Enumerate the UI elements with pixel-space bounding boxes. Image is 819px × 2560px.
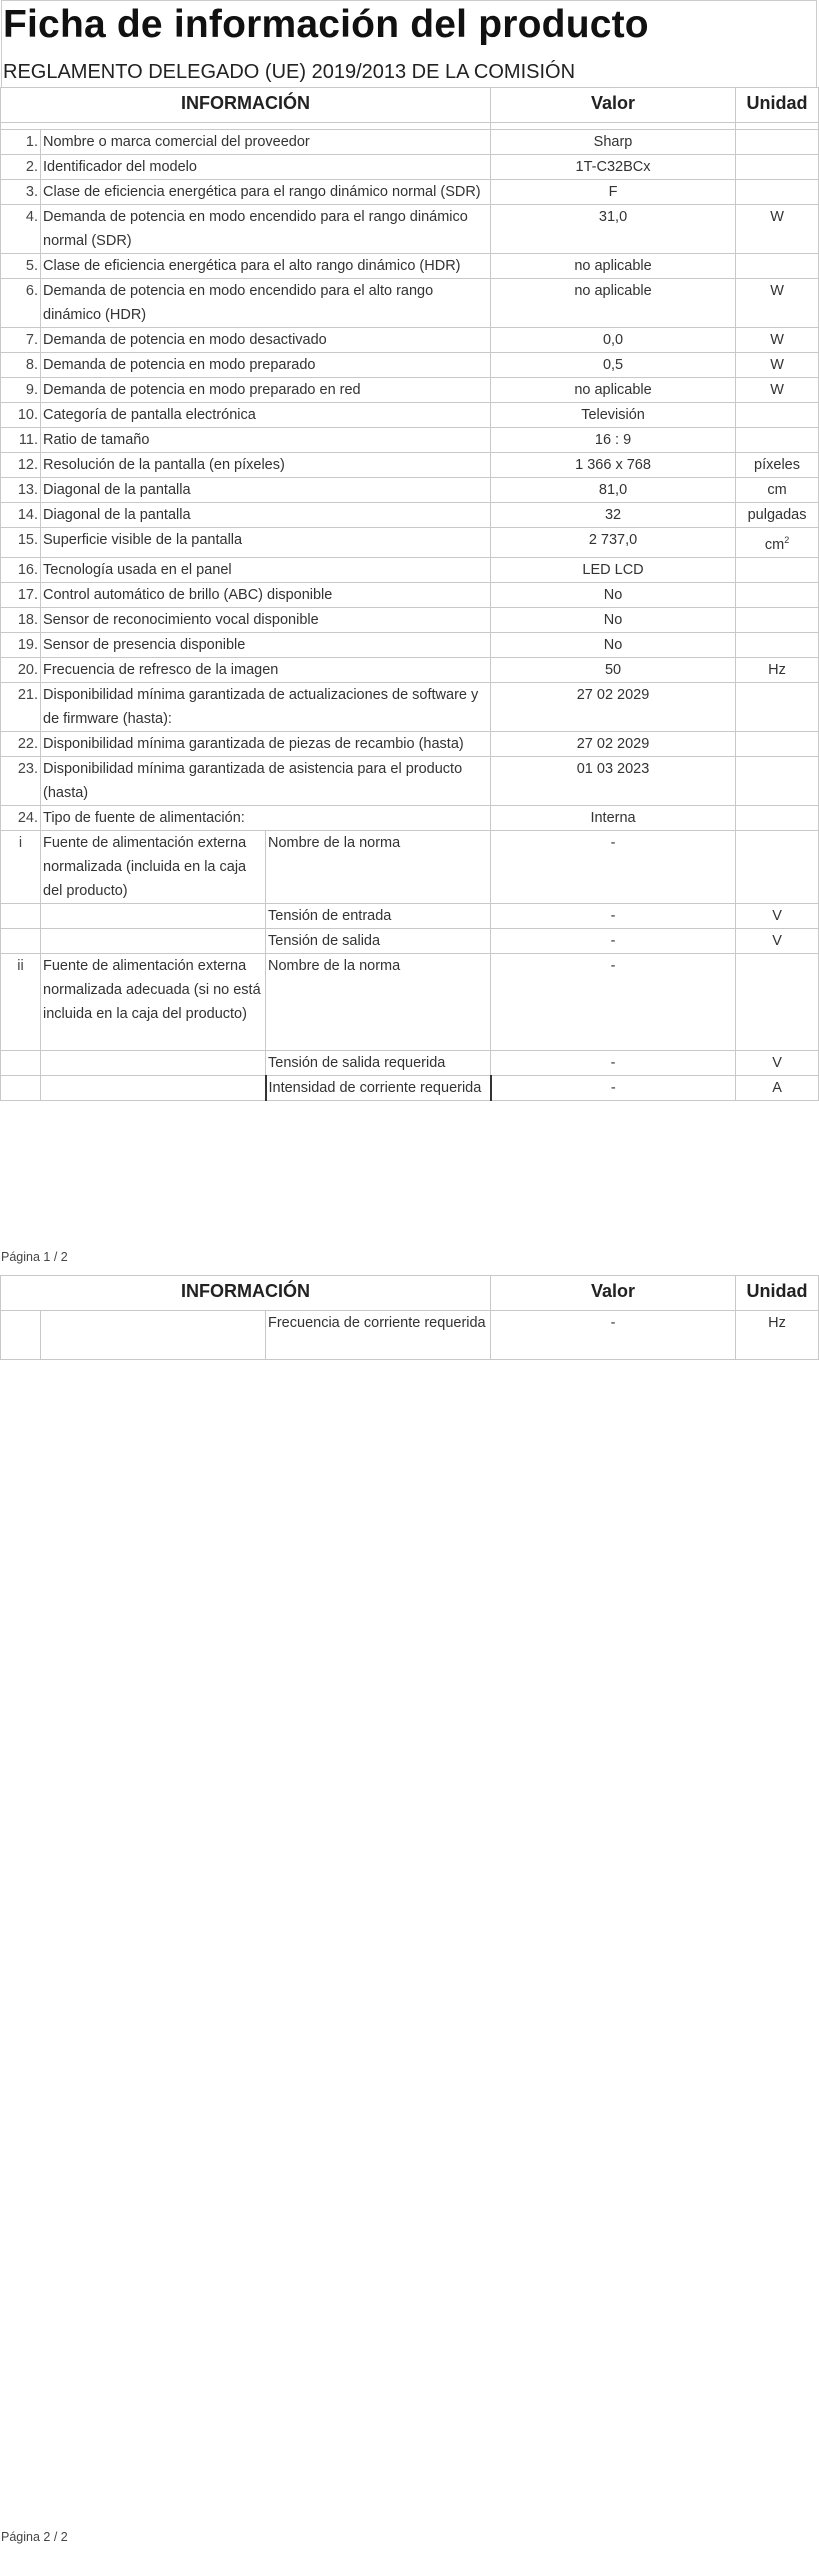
- row-number: 19.: [1, 632, 41, 657]
- row-number: 7.: [1, 328, 41, 353]
- row-unit: [736, 328, 819, 353]
- row-number: 22.: [1, 731, 41, 756]
- supply-unit: V: [736, 903, 819, 928]
- supply-value: -: [491, 830, 736, 903]
- supply-sub-label: Tensión de salida: [266, 928, 491, 953]
- row-label: Superficie visible de la pantalla: [41, 528, 491, 558]
- unit-text: W: [770, 332, 784, 348]
- row-value: No: [491, 632, 736, 657]
- row-value: 0,5: [491, 353, 736, 378]
- table-row: [1, 254, 819, 279]
- supply-value: -: [491, 1075, 736, 1100]
- row-value: No: [491, 582, 736, 607]
- row-label: Sensor de presencia disponible: [41, 632, 491, 657]
- unit-text: W: [770, 283, 784, 299]
- row-value: Interna: [491, 805, 736, 830]
- row-unit: [736, 528, 819, 558]
- row-unit: [736, 756, 819, 805]
- row-unit: [736, 205, 819, 254]
- unit-text: W: [770, 357, 784, 373]
- row-unit: [736, 632, 819, 657]
- row-label: Demanda de potencia en modo desactivado: [41, 328, 491, 353]
- row-value: 16 : 9: [491, 428, 736, 453]
- table-row: [1, 279, 819, 328]
- row-label: Frecuencia de corriente requerida: [266, 1311, 491, 1360]
- table-row: [1, 503, 819, 528]
- row-label: Tipo de fuente de alimentación:: [41, 805, 491, 830]
- header-unit: Unidad: [736, 88, 819, 123]
- row-unit: [736, 130, 819, 155]
- row-value: 27 02 2029: [491, 682, 736, 731]
- row-number: 20.: [1, 657, 41, 682]
- row-number: 23.: [1, 756, 41, 805]
- page-footer-2: Página 2 / 2: [1, 2530, 68, 2544]
- table-body: [1, 130, 819, 1101]
- row-number: 12.: [1, 453, 41, 478]
- row-label: Disponibilidad mínima garantizada de piezas de recambio (hasta): [41, 731, 491, 756]
- row-value: 31,0: [491, 205, 736, 254]
- table-row: [1, 353, 819, 378]
- supply-label: Fuente de alimentación externa normalizada (incluida en la caja del producto): [41, 830, 266, 903]
- supply-row: [1, 903, 819, 928]
- unit-text: Hz: [768, 661, 786, 678]
- row-label: Demanda de potencia en modo encendido para el rango dinámico normal (SDR): [41, 205, 491, 254]
- row-number: 17.: [1, 582, 41, 607]
- row-label: Diagonal de la pantalla: [41, 478, 491, 503]
- row-unit: [736, 731, 819, 756]
- table-header-row: [1, 88, 819, 123]
- row-unit: [736, 582, 819, 607]
- supply-row: [1, 928, 819, 953]
- row-unit: Hz: [736, 1311, 819, 1360]
- table-row: [1, 428, 819, 453]
- row-unit: [736, 478, 819, 503]
- row-value: 1T-C32BCx: [491, 155, 736, 180]
- row-number: 11.: [1, 428, 41, 453]
- row-number: 15.: [1, 528, 41, 558]
- row-number: 5.: [1, 254, 41, 279]
- row-number: 9.: [1, 378, 41, 403]
- unit-text: W: [770, 209, 784, 225]
- table-row: [1, 682, 819, 731]
- row-value: 01 03 2023: [491, 756, 736, 805]
- supply-unit: V: [736, 928, 819, 953]
- supply-row: [1, 830, 819, 903]
- unit-text: píxeles: [754, 457, 800, 473]
- row-unit: [736, 378, 819, 403]
- supply-unit: V: [736, 1050, 819, 1075]
- supply-sub-label: Tensión de entrada: [266, 903, 491, 928]
- supply-row: [1, 1050, 819, 1075]
- table-row: [1, 805, 819, 830]
- supply-sub-label: Intensidad de corriente requerida: [266, 1075, 491, 1100]
- row-unit: [736, 353, 819, 378]
- row-label: Clase de eficiencia energética para el rango dinámico normal (SDR): [41, 180, 491, 205]
- row-value: 27 02 2029: [491, 731, 736, 756]
- table-row: [1, 453, 819, 478]
- row-unit: [736, 180, 819, 205]
- row-unit: [736, 503, 819, 528]
- supply-number: i: [1, 830, 41, 903]
- supply-value: -: [491, 953, 736, 1050]
- row-number: 2.: [1, 155, 41, 180]
- row-label: Resolución de la pantalla (en píxeles): [41, 453, 491, 478]
- row-unit: [736, 279, 819, 328]
- supply-label: Fuente de alimentación externa normalizada adecuada (si no está incluida en la caja del producto): [41, 953, 266, 1050]
- table-row: [1, 130, 819, 155]
- table-row: [1, 478, 819, 503]
- table-row: [1, 528, 819, 558]
- row-label: Disponibilidad mínima garantizada de actualizaciones de software y de firmware (hasta):: [41, 682, 491, 731]
- row-number: 8.: [1, 353, 41, 378]
- table-row: [1, 731, 819, 756]
- header-info: INFORMACIÓN: [1, 88, 491, 123]
- row-number: 1.: [1, 130, 41, 155]
- row-unit: [736, 453, 819, 478]
- row-label: Demanda de potencia en modo preparado en red: [41, 378, 491, 403]
- row-value: no aplicable: [491, 279, 736, 328]
- table-row: [1, 557, 819, 582]
- row-label: Sensor de reconocimiento vocal disponible: [41, 607, 491, 632]
- row-unit: [736, 607, 819, 632]
- row-unit: [736, 155, 819, 180]
- row-number: 24.: [1, 805, 41, 830]
- row-value: no aplicable: [491, 378, 736, 403]
- table-row: [1, 205, 819, 254]
- table-row: [1, 180, 819, 205]
- row-label: Nombre o marca comercial del proveedor: [41, 130, 491, 155]
- row-label: Control automático de brillo (ABC) disponible: [41, 582, 491, 607]
- info-table-page-2: [0, 1275, 819, 1360]
- title-block: [1, 0, 817, 88]
- supply-row: [1, 1075, 819, 1100]
- unit-text: W: [770, 382, 784, 398]
- row-unit: [736, 657, 819, 682]
- row-number: 21.: [1, 682, 41, 731]
- row-value: 32: [491, 503, 736, 528]
- table-header-row: [1, 1276, 819, 1311]
- row-label: Identificador del modelo: [41, 155, 491, 180]
- supply-number: ii: [1, 953, 41, 1050]
- supply-sub-label: Nombre de la norma: [266, 953, 491, 1050]
- row-label: Frecuencia de refresco de la imagen: [41, 657, 491, 682]
- row-unit: [736, 403, 819, 428]
- row-label: Clase de eficiencia energética para el alto rango dinámico (HDR): [41, 254, 491, 279]
- row-value: 2 737,0: [491, 528, 736, 558]
- row-label: Categoría de pantalla electrónica: [41, 403, 491, 428]
- table-row: [1, 1311, 819, 1360]
- header-unit: Unidad: [736, 1276, 819, 1311]
- row-unit: [736, 428, 819, 453]
- table-row: [1, 657, 819, 682]
- info-table-page-1: [0, 87, 819, 1101]
- header-info: INFORMACIÓN: [1, 1276, 491, 1311]
- row-value: LED LCD: [491, 557, 736, 582]
- supply-value: -: [491, 1050, 736, 1075]
- row-unit: [736, 805, 819, 830]
- supply-unit: [736, 953, 819, 1050]
- row-value: 81,0: [491, 478, 736, 503]
- row-value: 1 366 x 768: [491, 453, 736, 478]
- row-value: F: [491, 180, 736, 205]
- row-value: no aplicable: [491, 254, 736, 279]
- row-value: -: [491, 1311, 736, 1360]
- unit-superscript: 2: [784, 535, 790, 545]
- supply-sub-label: Nombre de la norma: [266, 830, 491, 903]
- row-unit: [736, 254, 819, 279]
- header-value: Valor: [491, 1276, 736, 1311]
- row-value: 0,0: [491, 328, 736, 353]
- row-value: Televisión: [491, 403, 736, 428]
- row-label: Tecnología usada en el panel: [41, 557, 491, 582]
- table-row: [1, 328, 819, 353]
- table-row: [1, 403, 819, 428]
- supply-unit: A: [736, 1075, 819, 1100]
- page-title: Ficha de información del producto: [3, 3, 649, 46]
- row-number: 10.: [1, 403, 41, 428]
- row-number: 18.: [1, 607, 41, 632]
- unit-text: cm: [764, 536, 785, 553]
- row-label: Ratio de tamaño: [41, 428, 491, 453]
- row-unit: [736, 682, 819, 731]
- row-number: 13.: [1, 478, 41, 503]
- row-value: Sharp: [491, 130, 736, 155]
- row-unit: [736, 557, 819, 582]
- supply-value: -: [491, 928, 736, 953]
- row-number: 16.: [1, 557, 41, 582]
- unit-text: cm: [767, 482, 787, 498]
- page-footer-1: Página 1 / 2: [1, 1250, 68, 1264]
- table-row: [1, 582, 819, 607]
- page-subtitle: REGLAMENTO DELEGADO (UE) 2019/2013 DE LA COMISIÓN: [3, 61, 576, 83]
- supply-row: [1, 953, 819, 1050]
- row-value: No: [491, 607, 736, 632]
- table-row: [1, 632, 819, 657]
- unit-text: pulgadas: [747, 507, 807, 523]
- header-value: Valor: [491, 88, 736, 123]
- row-label: Demanda de potencia en modo encendido para el alto rango dinámico (HDR): [41, 279, 491, 328]
- row-label: Disponibilidad mínima garantizada de asistencia para el producto (hasta): [41, 756, 491, 805]
- table-row: [1, 756, 819, 805]
- row-label: Diagonal de la pantalla: [41, 503, 491, 528]
- row-label: Demanda de potencia en modo preparado: [41, 353, 491, 378]
- supply-sub-label: Tensión de salida requerida: [266, 1050, 491, 1075]
- row-number: 3.: [1, 180, 41, 205]
- table-row: [1, 155, 819, 180]
- supply-value: -: [491, 903, 736, 928]
- row-number: 6.: [1, 279, 41, 328]
- header-gap-row: [1, 123, 819, 130]
- supply-unit: [736, 830, 819, 903]
- table-row: [1, 607, 819, 632]
- table-row: [1, 378, 819, 403]
- row-number: 4.: [1, 205, 41, 254]
- row-number: 14.: [1, 503, 41, 528]
- row-value: 50: [491, 657, 736, 682]
